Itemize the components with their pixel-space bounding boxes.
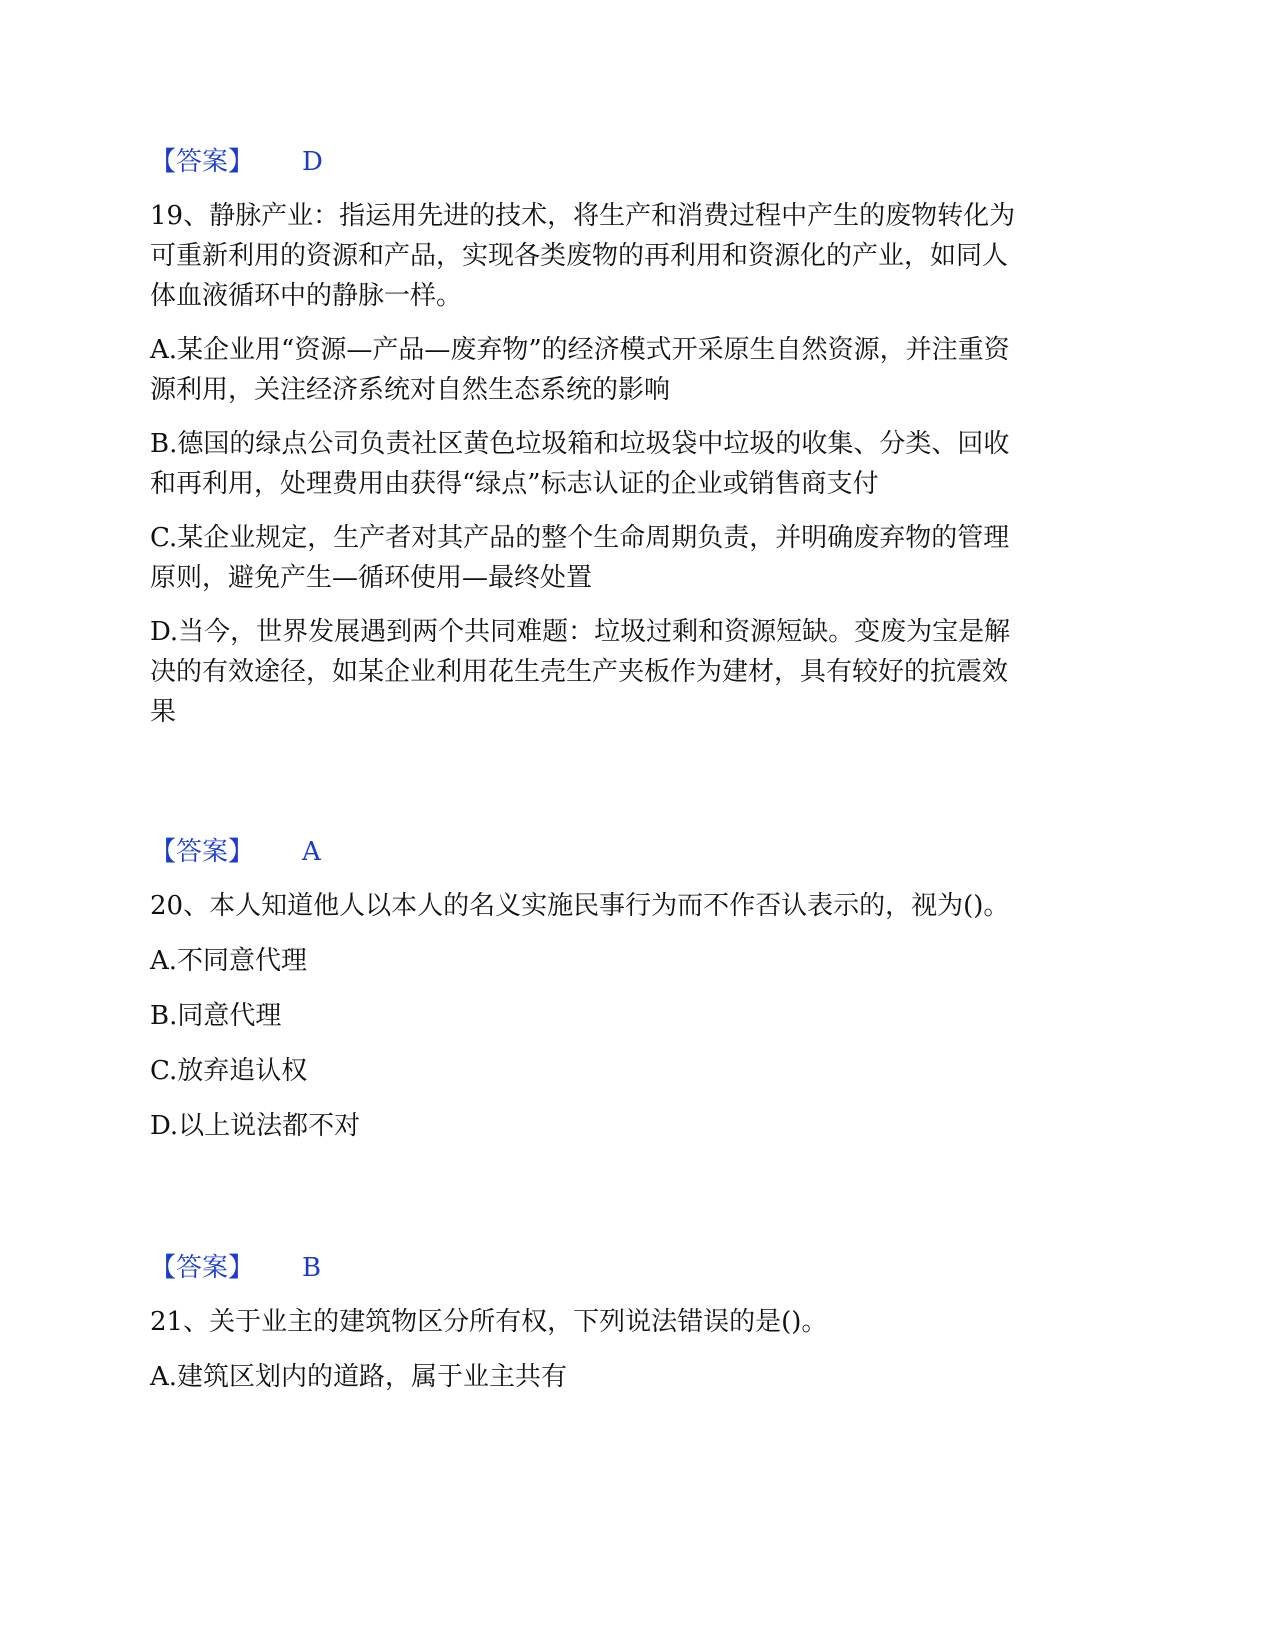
- option-d-line-3: 果: [150, 697, 177, 727]
- option-c: C.放弃追认权: [150, 1056, 308, 1086]
- option-a: A.不同意代理: [150, 946, 308, 976]
- answer-value: B: [302, 1253, 322, 1283]
- answer-label: 【答案】: [150, 1253, 255, 1283]
- option-b-line-2: 和再利用，处理费用由获得“绿点”标志认证的企业或销售商支付: [150, 469, 879, 499]
- option-a-line-2: 源利用，关注经济系统对自然生态系统的影响: [150, 375, 671, 405]
- option-b-line-1: B.德国的绿点公司负责社区黄色垃圾箱和垃圾袋中垃圾的收集、分类、回收: [150, 429, 1010, 459]
- question-19-line-3: 体血液循环中的静脉一样。: [150, 281, 463, 311]
- option-d-line-2: 决的有效途径，如某企业利用花生壳生产夹板作为建材，具有较好的抗震效: [150, 657, 1009, 687]
- answer-value: A: [302, 837, 321, 867]
- answer-line: [150, 832, 321, 872]
- answer-line: [150, 1248, 321, 1288]
- option-d-line-1: D.当今，世界发展遇到两个共同难题：垃圾过剩和资源短缺。变废为宝是解: [150, 617, 1011, 647]
- question-20: 20、本人知道他人以本人的名义实施民事行为而不作否认表示的，视为()。: [150, 891, 1010, 921]
- answer-label: 【答案】: [150, 837, 255, 867]
- option-b: B.同意代理: [150, 1001, 282, 1031]
- option-c-line-1: C.某企业规定，生产者对其产品的整个生命周期负责，并明确废弃物的管理: [150, 523, 1010, 553]
- option-d: D.以上说法都不对: [150, 1111, 361, 1141]
- answer-label: 【答案】: [150, 147, 255, 177]
- question-21: 21、关于业主的建筑物区分所有权，下列说法错误的是()。: [150, 1307, 828, 1337]
- answer-value: D: [302, 147, 323, 177]
- option-a: A.建筑区划内的道路，属于业主共有: [150, 1362, 568, 1392]
- option-c-line-2: 原则，避免产生—循环使用—最终处置: [150, 563, 593, 593]
- question-19-line-1: 19、静脉产业：指运用先进的技术，将生产和消费过程中产生的废物转化为: [150, 201, 1016, 231]
- answer-line: [150, 142, 323, 182]
- option-a-line-1: A.某企业用“资源—产品—废弃物”的经济模式开采原生自然资源，并注重资: [150, 335, 1010, 365]
- question-19-line-2: 可重新利用的资源和产品，实现各类废物的再利用和资源化的产业，如同人: [150, 241, 1009, 271]
